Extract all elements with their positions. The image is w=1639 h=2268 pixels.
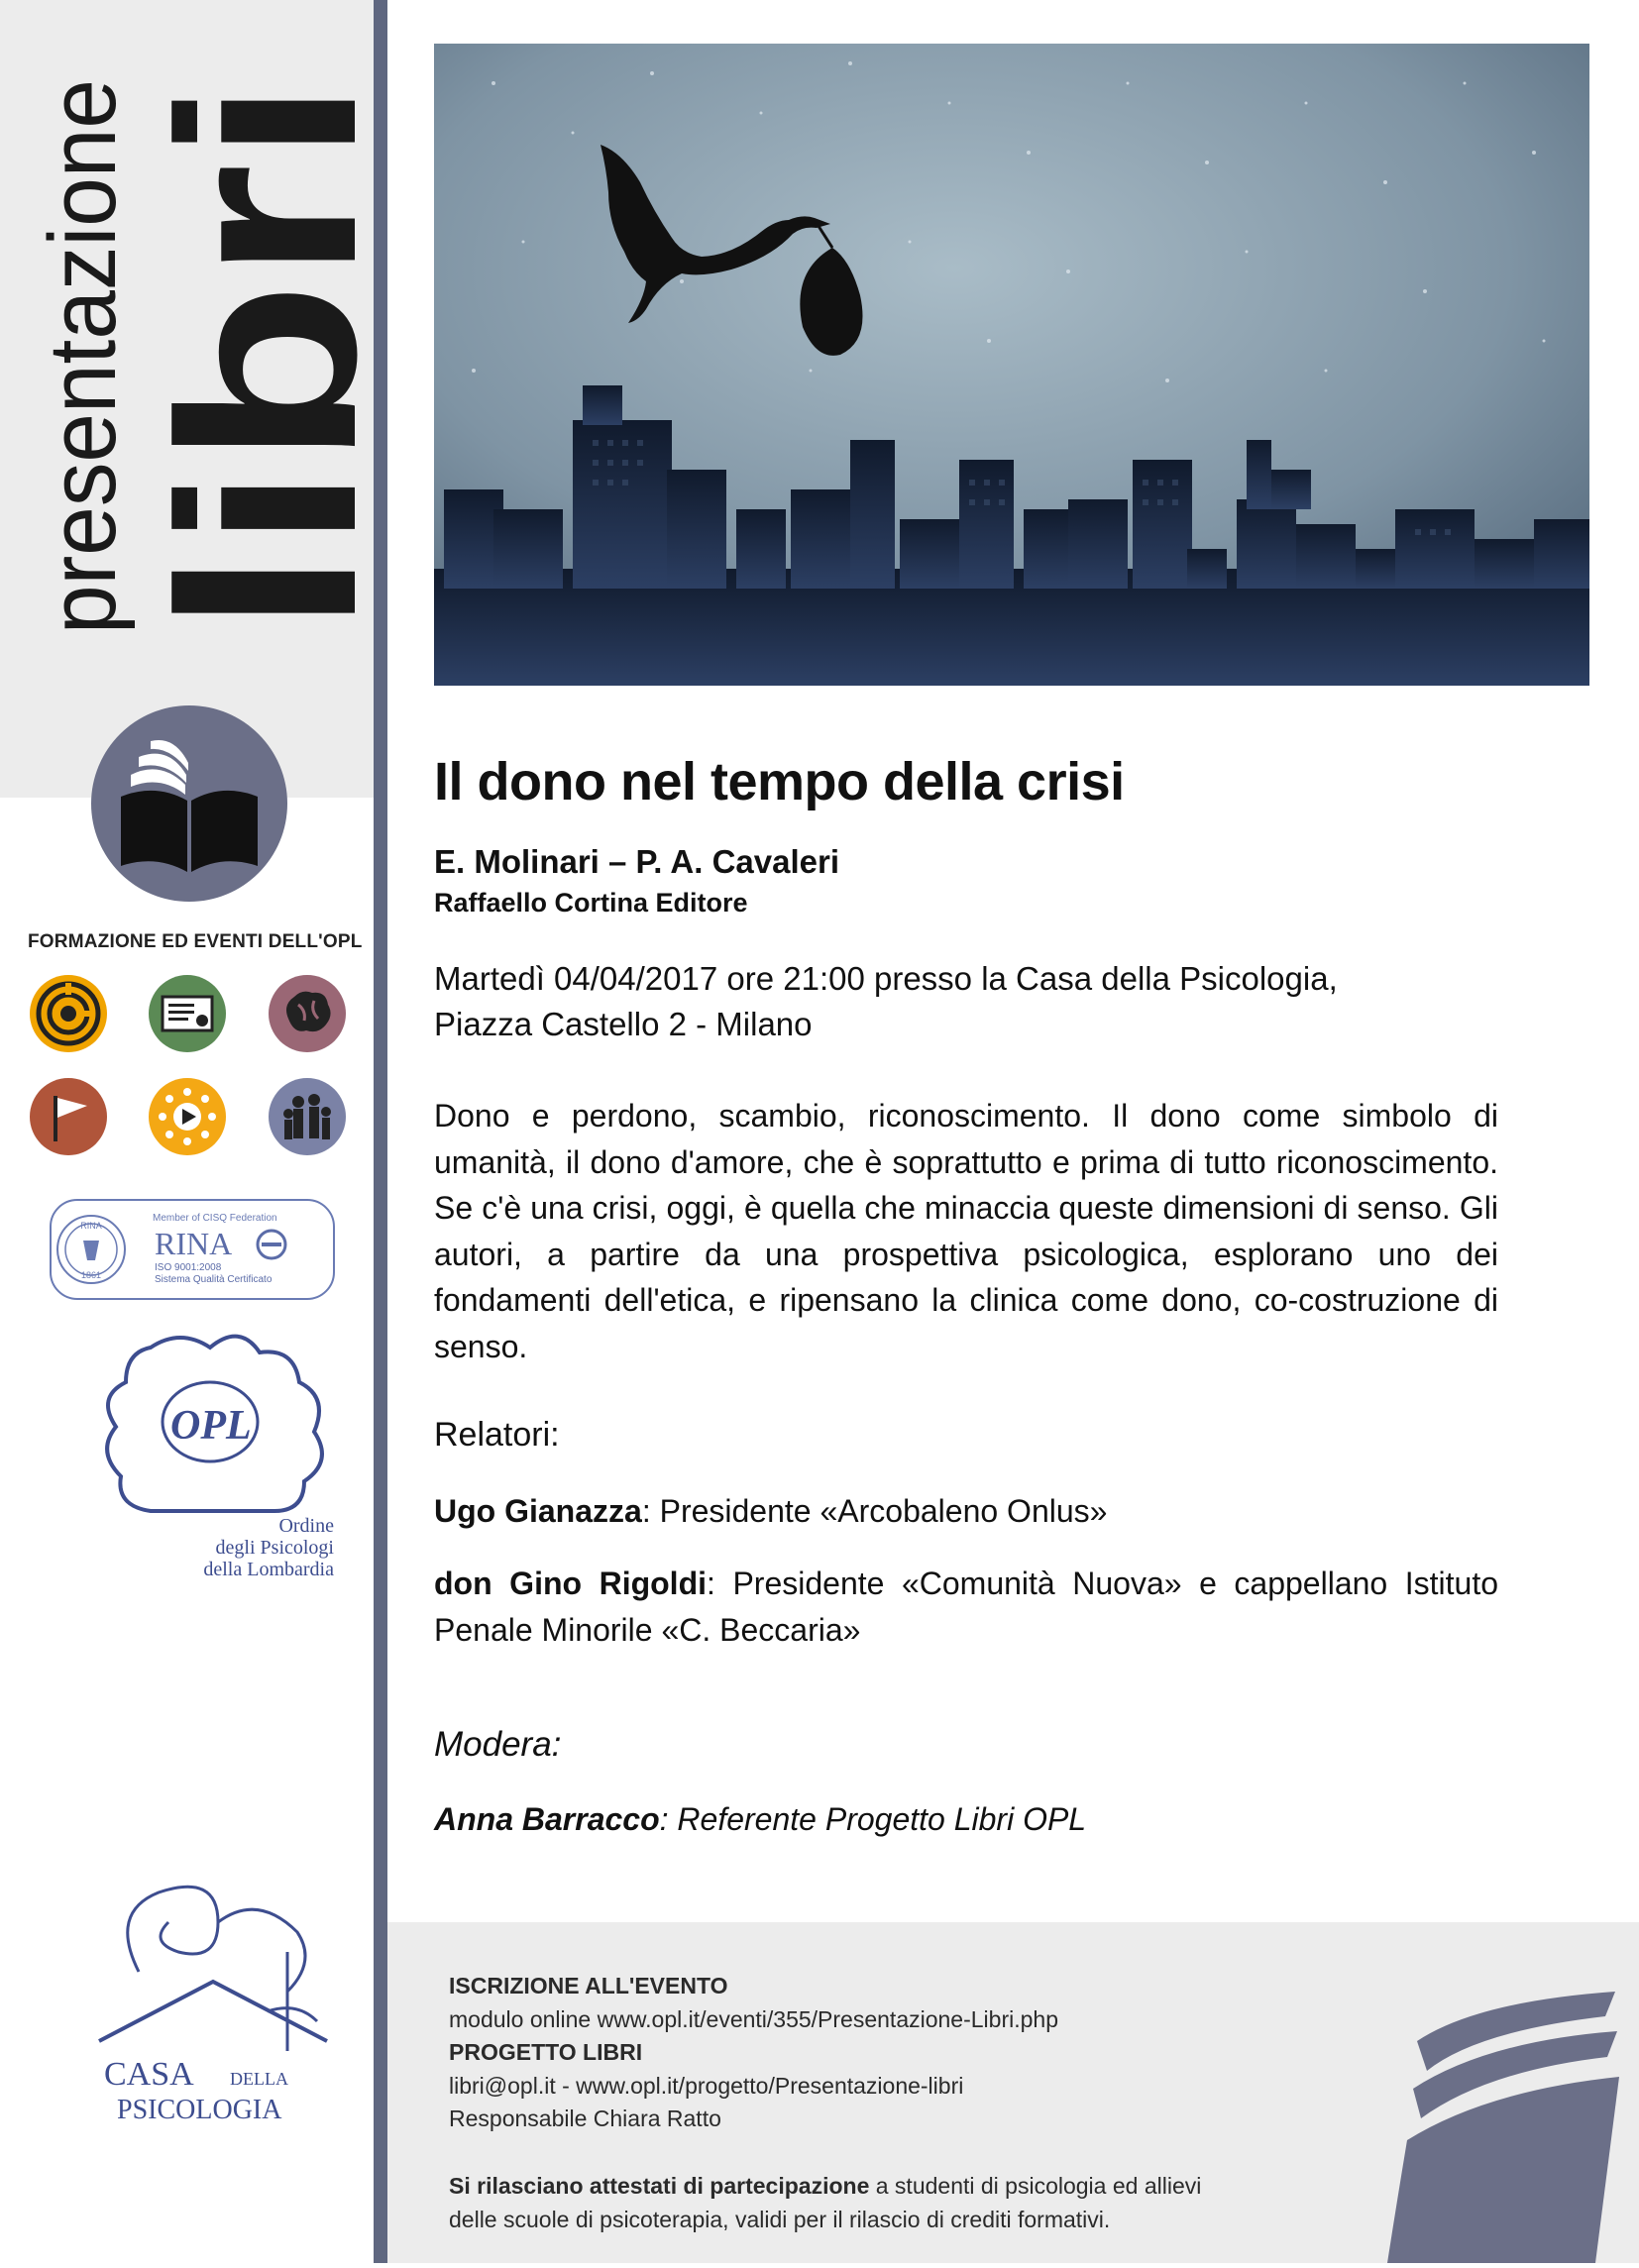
casa-line1b: DELLA [230,2069,288,2089]
rina-seal-letters: RINA [80,1221,102,1231]
rina-iso: ISO 9001:2008 [155,1262,222,1273]
book-title: Il dono nel tempo della crisi [434,752,1125,811]
speaker-role: : Presidente «Comunità Nuova» e cappellano Istituto Penale Minorile «C. Beccaria» [434,1566,1499,1648]
speakers-heading: Relatori: [434,1416,560,1454]
opl-mark: OPL [170,1403,252,1449]
project-manager: Responsabile Chiara Ratto [449,2106,721,2131]
casa-psicologia-logo [69,1853,357,2135]
speaker-role: : Presidente «Arcobaleno Onlus» [641,1493,1108,1529]
speaker-name: don Gino Rigoldi [434,1566,708,1601]
book-publisher: Raffaello Cortina Editore [434,888,748,918]
project-links[interactable]: libri@opl.it - www.opl.it/progetto/Presentazione-libri [449,2072,964,2099]
play-icon[interactable] [149,1078,226,1155]
rina-system: Sistema Qualità Certificato [155,1274,273,1285]
maze-icon[interactable] [30,975,107,1052]
speaker-item [434,1488,1498,1535]
attendance-note-rest: a studenti di psicologia ed allievi [869,2173,1202,2199]
casa-line1: CASA [104,2056,194,2093]
event-location: Piazza Castello 2 - Milano [434,1006,813,1042]
moderator-heading: Modera: [434,1725,562,1764]
moderator-item [434,1801,1086,1838]
project-heading: PROGETTO LIBRI [449,2039,643,2065]
registration-info [449,1970,1058,2136]
opl-line3: della Lombardia [203,1559,334,1580]
attendance-note [449,2170,1201,2236]
moderator-name: Anna Barracco [434,1801,660,1837]
series-title-small: presentazione [30,36,136,634]
sidebar-divider [374,0,387,2263]
certificate-icon[interactable] [149,975,226,1052]
event-datetime-location [434,956,1498,1047]
speaker-name: Ugo Gianazza [434,1493,642,1529]
footer-book-icon [1358,1922,1639,2263]
attendance-note-bold: Si rilasciano attestati di partecipazione [449,2173,870,2199]
series-title [0,0,409,773]
hero-illustration [434,44,1589,686]
section-caption: FORMAZIONE ED EVENTI DELL'OPL [28,931,363,952]
rina-certification-badge [50,1199,335,1300]
brain-icon[interactable] [269,975,346,1052]
rina-brand: RINA [155,1226,233,1261]
moderator-role: : Referente Progetto Libri OPL [659,1801,1087,1837]
rina-member-text: Member of CISQ Federation [153,1213,277,1224]
crowd-icon[interactable] [269,1078,346,1155]
event-datetime: Martedì 04/04/2017 ore 21:00 presso la Casa della Psicologia, [434,960,1338,997]
open-book-icon [91,705,287,902]
opl-logo [91,1328,339,1585]
attendance-note-line2: delle scuole di psicoterapia, validi per il rilascio di crediti formativi. [449,2206,1111,2232]
registration-heading: ISCRIZIONE ALL'EVENTO [449,1973,728,1998]
casa-line2: PSICOLOGIA [117,2095,282,2125]
flag-icon[interactable] [30,1078,107,1155]
series-title-big: libri [127,170,409,634]
book-authors: E. Molinari – P. A. Cavaleri [434,843,840,880]
sidebar [0,0,409,2263]
rina-seal-year: 1861 [80,1270,102,1280]
speaker-item [434,1561,1498,1653]
opl-line1: Ordine [278,1515,334,1537]
registration-link[interactable]: modulo online www.opl.it/eventi/355/Presentazione-Libri.php [449,2005,1058,2032]
book-description: Dono e perdono, scambio, riconoscimento. Il dono come simbolo di umanità, il dono d'amore, che è soprattutto e prima di tutto riconoscimento. Se c'è una crisi, oggi, è quella che minaccia queste dimensioni di senso. Gli autori, a partire da una prospettiva psicologica, esplorano uno dei fondamenti dell'etica, e ripensano la clinica come dono, co-costruzione di senso. [434,1098,1498,1364]
opl-line2: degli Psicologi [215,1537,334,1559]
